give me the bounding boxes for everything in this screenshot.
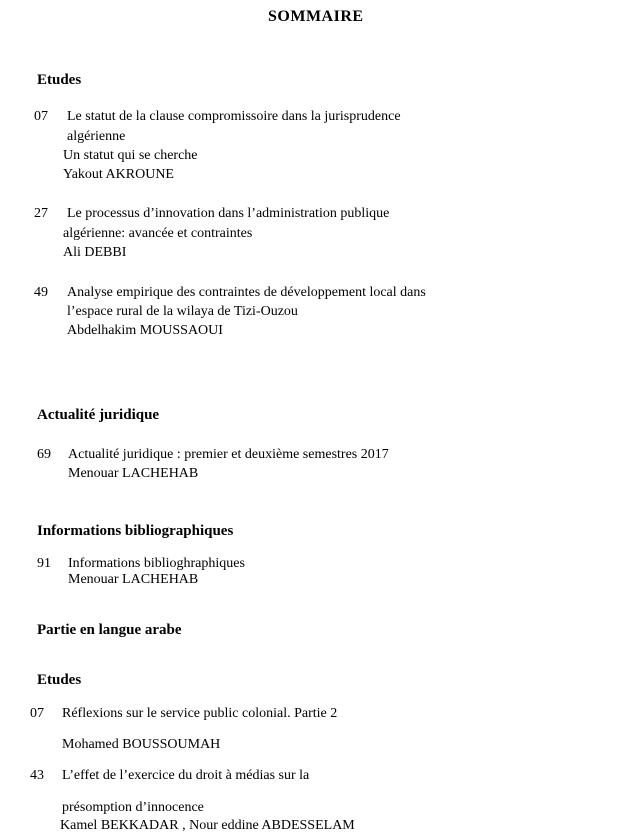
- entry-title-line: L’effet de l’exercice du droit à médias sur la: [62, 768, 310, 783]
- entry-author: Abdelhakim MOUSSAOUI: [67, 323, 223, 338]
- section-heading-etudes-arabe: Etudes: [37, 672, 82, 688]
- entry-page-number: 27: [34, 206, 48, 221]
- entry-title-line: présomption d’innocence: [62, 800, 204, 815]
- entry-page-number: 49: [34, 285, 48, 300]
- entry-title-line: Analyse empirique des contraintes de développement local dans: [67, 285, 426, 300]
- entry-author: Kamel BEKKADAR , Nour eddine ABDESSELAM: [60, 818, 355, 833]
- entry-author: Menouar LACHEHAB: [68, 572, 199, 587]
- page-title: SOMMAIRE: [268, 8, 364, 25]
- entry-author: Yakout AKROUNE: [63, 167, 174, 182]
- entry-title-line: algérienne: [67, 129, 126, 144]
- entry-page-number: 43: [30, 768, 44, 783]
- section-heading-informations-bibliographiques: Informations bibliographiques: [37, 523, 234, 539]
- entry-title-line: Le statut de la clause compromissoire dans la jurisprudence: [67, 109, 401, 124]
- entry-title-line: l’espace rural de la wilaya de Tizi-Ouzou: [67, 304, 298, 319]
- entry-page-number: 91: [37, 556, 51, 571]
- section-heading-actualite-juridique: Actualité juridique: [37, 407, 160, 423]
- entry-title-line: Actualité juridique : premier et deuxième semestres 2017: [68, 447, 389, 462]
- entry-title-line: Le processus d’innovation dans l’administration publique: [67, 206, 390, 221]
- section-heading-etudes: Etudes: [37, 72, 82, 88]
- entry-page-number: 69: [37, 447, 51, 462]
- entry-title-line: Informations biblioghraphiques: [68, 556, 245, 571]
- entry-subtitle: Un statut qui se cherche: [63, 148, 198, 163]
- entry-title-line: algérienne: avancée et contraintes: [63, 226, 253, 241]
- entry-author: Ali DEBBI: [63, 245, 127, 260]
- section-heading-partie-arabe: Partie en langue arabe: [37, 622, 182, 638]
- entry-page-number: 07: [30, 706, 44, 721]
- entry-title-line: Réflexions sur le service public colonial. Partie 2: [62, 706, 338, 721]
- entry-page-number: 07: [34, 109, 48, 124]
- entry-author: Menouar LACHEHAB: [68, 466, 199, 481]
- entry-author: Mohamed BOUSSOUMAH: [62, 737, 221, 752]
